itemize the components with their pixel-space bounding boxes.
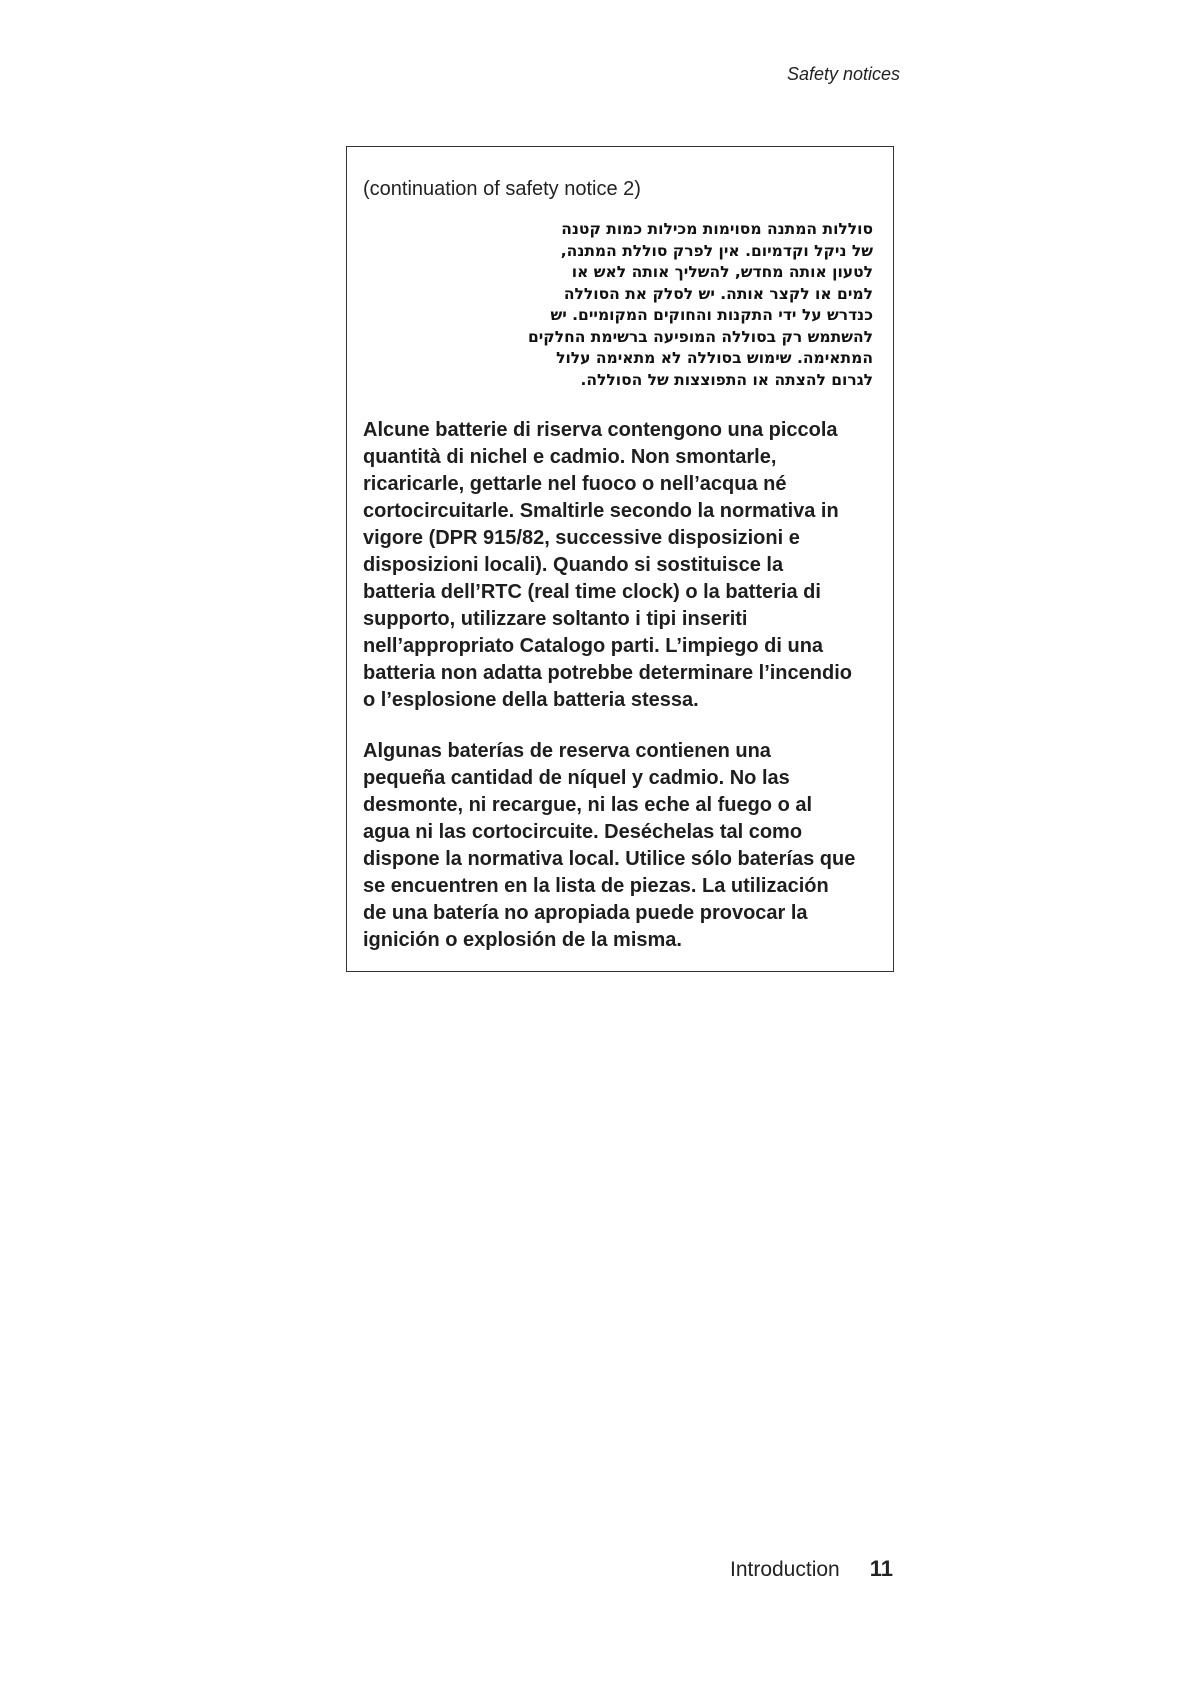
hebrew-line: סוללות המתנה מסוימות מכילות כמות קטנה bbox=[561, 220, 873, 238]
hebrew-line: כנדרש על ידי התקנות והחוקים המקומיים. יש bbox=[550, 306, 873, 324]
italian-line: o l’esplosione della batteria stessa. bbox=[363, 689, 699, 711]
italian-line: supporto, utilizzare soltanto i tipi inseriti bbox=[363, 608, 748, 630]
hebrew-line: למים או לקצר אותה. יש לסלק את הסוללה bbox=[563, 284, 873, 303]
spanish-line: se encuentren en la lista de piezas. La utilización bbox=[363, 875, 829, 897]
italian-line: cortocircuitarle. Smaltirle secondo la normativa in bbox=[363, 500, 839, 522]
spanish-line: desmonte, ni recargue, ni las eche al fuego o al bbox=[363, 794, 813, 816]
italian-line: quantità di nichel e cadmio. Non smontarle, bbox=[363, 446, 777, 468]
continuation-label: (continuation of safety notice 2) bbox=[363, 178, 641, 200]
hebrew-line: להשתמש רק בסוללה המופיעה ברשימת החלקים bbox=[527, 327, 873, 346]
page-number: 11 bbox=[869, 1556, 893, 1581]
hebrew-line: המתאימה. שימוש בסוללה לא מתאימה עלול bbox=[556, 349, 873, 367]
spanish-line: dispone la normativa local. Utilice sólo baterías que bbox=[363, 848, 856, 870]
hebrew-line: לטעון אותה מחדש, להשליך אותה לאש או bbox=[571, 263, 873, 281]
italian-line: batteria non adatta potrebbe determinare l’incendio bbox=[363, 662, 852, 684]
page-footer bbox=[730, 1556, 893, 1582]
safety-notice-box bbox=[346, 146, 894, 972]
italian-line: vigore (DPR 915/82, successive disposizioni e bbox=[363, 527, 800, 549]
spanish-line: pequeña cantidad de níquel y cadmio. No las bbox=[363, 767, 790, 789]
italian-line: nell’appropriato Catalogo parti. L’impiego di una bbox=[363, 635, 824, 657]
italian-line: disposizioni locali). Quando si sostituisce la bbox=[363, 554, 784, 576]
running-header: Safety notices bbox=[786, 64, 900, 84]
spanish-line: agua ni las cortocircuite. Deséchelas tal como bbox=[363, 821, 803, 843]
hebrew-line: של ניקל וקדמיום. אין לפרק סוללת המתנה, bbox=[560, 241, 873, 260]
spanish-line: ignición o explosión de la misma. bbox=[363, 929, 682, 951]
hebrew-notice-paragraph bbox=[363, 219, 877, 391]
hebrew-line: לגרום להצתה או התפוצצות של הסוללה. bbox=[580, 370, 873, 389]
italian-line: batteria dell’RTC (real time clock) o la batteria di bbox=[363, 581, 821, 603]
italian-line: Alcune batterie di riserva contengono una piccola bbox=[363, 419, 838, 441]
italian-line: ricaricarle, gettarle nel fuoco o nell’acqua né bbox=[363, 473, 787, 495]
italian-notice-paragraph bbox=[363, 417, 877, 714]
spanish-line: Algunas baterías de reserva contienen una bbox=[363, 740, 771, 762]
footer-section-title: Introduction bbox=[729, 1558, 840, 1581]
spanish-notice-paragraph bbox=[363, 738, 877, 954]
spanish-line: de una batería no apropiada puede provocar la bbox=[363, 902, 808, 924]
